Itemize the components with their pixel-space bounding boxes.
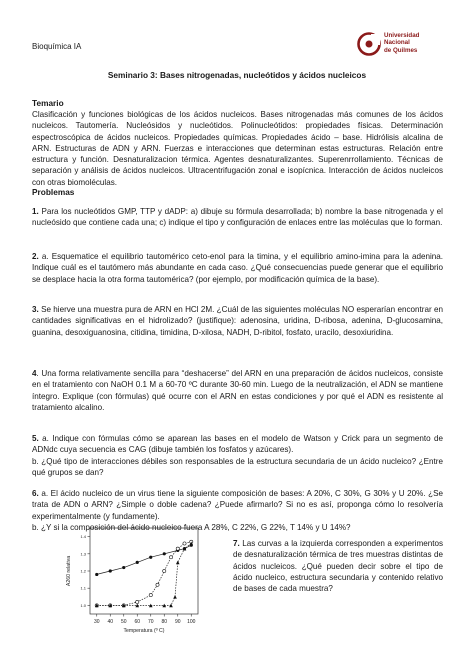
data-point <box>183 542 186 545</box>
problem-number: 1. <box>32 207 39 216</box>
data-point <box>149 556 152 559</box>
problemas-heading: Problemas <box>32 187 75 197</box>
problem-text: . Una forma relativamente sencilla para “deshacerse” del ARN en una preparación de ácidos nucleicos, consiste en el tratamiento con NaOH 0.1 M a 60-70 ºC durante 30-60 min. Luego de la neutralización, el ADN se mantiene íntegro. Explique (con fórmulas) qué ocurre con el ARN en estas condiciones y por qué el ADN es resistente al tratamiento alcalino. <box>32 369 443 412</box>
data-point <box>173 595 177 599</box>
data-point <box>136 561 139 564</box>
problem-text: Se hierve una muestra pura de ARN en HCl 2M. ¿Cuál de las siguientes moléculas NO esperarían encontrar en cantidades significativas en el hidrolizado? (justifique): adenosina, uridina, D-ribosa, adenina, D-glucosamina, guanina, desoxiguanosina, citidina, timidina, D-xilosa, NADH, D-ribitol, fosfato, uracilo, desoxiuridina. <box>32 305 444 337</box>
data-point <box>109 569 112 572</box>
x-tick-label: 50 <box>120 619 127 625</box>
data-point <box>163 569 166 572</box>
problem-1 <box>32 206 443 229</box>
data-point <box>176 547 179 550</box>
data-point <box>176 561 180 565</box>
series-line <box>97 544 192 606</box>
problem-text-b: b. ¿Qué tipo de interacciones débiles son responsables de la estructura secundaria de un ácido nucleico? ¿Entre qué grupos se dan? <box>32 456 443 477</box>
y-tick-label: 1.2 <box>80 568 86 574</box>
data-point <box>136 600 139 603</box>
x-tick-label: 40 <box>107 619 114 625</box>
university-name-line: Universidad <box>384 32 420 39</box>
data-point <box>156 583 159 586</box>
problem-number: 7. <box>233 539 240 548</box>
problem-text-b: b. ¿Y si la composición del ácido nucleico fuera A 28%, C 22%, G 22%, T 14% y U 14%? <box>32 522 351 532</box>
x-tick-label: 90 <box>174 619 181 625</box>
x-tick-label: 70 <box>147 619 154 625</box>
university-logo <box>357 30 447 58</box>
x-tick-label: 100 <box>187 619 196 625</box>
y-tick-label: 1.3 <box>80 551 86 557</box>
unq-emblem-icon <box>357 31 381 57</box>
problem-number: 6. <box>32 489 39 498</box>
document-title: Seminario 3: Bases nitrogenadas, nucleótidos y ácidos nucleicos <box>107 70 367 80</box>
y-tick-label: 1.1 <box>80 585 86 591</box>
x-tick-label: 80 <box>161 619 168 625</box>
x-tick-label: 60 <box>134 619 141 625</box>
university-name-line: Nacional <box>384 39 410 47</box>
y-tick-label: 1.0 <box>80 602 86 608</box>
problem-text: Para los nucleótidos GMP, TTP y dADP: a) dibuje su fórmula desarrollada; b) nombre la base nitrogenada y el nucleósido que contiene cada una; c) indique el tipo y configuración de enlaces entre las moléculas que lo forman. <box>32 207 443 228</box>
problem-5 <box>32 433 443 478</box>
problem-7 <box>233 538 443 594</box>
data-point <box>95 573 98 576</box>
y-tick-label: 1.4 <box>80 534 86 540</box>
y-axis-label: A260 relativa <box>66 555 72 587</box>
problem-number: 5. <box>32 434 39 443</box>
university-name-line: de Quilmes <box>384 46 418 54</box>
x-tick-label: 30 <box>93 619 100 625</box>
problem-number: 2. <box>32 252 39 261</box>
data-point <box>169 556 172 559</box>
university-name <box>384 32 419 54</box>
problem-number: 4 <box>32 369 37 378</box>
problem-4 <box>32 368 443 413</box>
plot-frame <box>90 528 198 614</box>
data-point <box>122 566 125 569</box>
problem-text: a. El ácido nucleico de un virus tiene la siguiente composición de bases: A 20%, C 30%, G 30% y U 20%. ¿Se trata de ADN o ARN? ¿Simple o doble cadena? ¿Puede afirmarlo? Si no es así, proponga cómo lo resolvería experimentalmente (y fundamente). <box>32 489 443 521</box>
denaturation-chart <box>58 520 208 640</box>
data-point <box>163 552 166 555</box>
problem-text: a. Indique con fórmulas cómo se aparean las bases en el modelo de Watson y Crick para un segmento de ADNdc cuya secuencia es CAG (dibuje también los fosfatos y azúcares). <box>32 434 444 455</box>
temario-heading: Temario <box>32 98 64 108</box>
problem-3 <box>32 304 443 338</box>
problem-text: Las curvas a la izquierda corresponden a experimentos de desnaturalización térmica de tres muestras distintas de ácidos nucleicos. ¿Qué pueden decir sobre el tipo de ácido nucleico, estructura secundaria y contenido relativo de bases de cada muestra? <box>233 539 443 594</box>
temario-text: Clasificación y funciones biológicas de los ácidos nucleicos. Bases nitrogenadas más comunes de los ácidos nucleicos. Tautomería. Nucleósidos y nucleótidos. Polinucleótidos: propiedades físicas. Determinación espectroscópica de ácidos nucleicos. Propiedades químicas. Propiedades ácido – base. Hidrólisis alcalina de ARN. Estructuras de ADN y ARN. Fuerzas e interacciones que determinan estas estructuras. Relación entre estructura y función. Desnaturalizacion térmica. Agentes desnaturalizantes. Superenrrollamiento. Técnicas de separación y análisis de ácidos nucleicos. Ultracentrifugación zonal e isopícnica. Interacción de ácidos nucleicos con otras biomoléculas. <box>32 110 443 187</box>
problem-number: 3. <box>32 305 39 314</box>
problem-text: a. Esquematice el equilibrio tautomérico ceto-enol para la timina, y el equilibrio amino-imina para la adenina. Indique cuál es el tautómero más abundante en cada caso. ¿Qué consecuencias puede generar que el equilibrio se desplace hacia la otra forma tautomérica? (por ejemplo, por modificación química de la base). <box>32 252 443 284</box>
course-name: Bioquímica IA <box>32 42 82 51</box>
problem-2 <box>32 251 443 285</box>
data-point <box>149 593 152 596</box>
x-axis-label: Temperatura (º C) <box>123 628 165 634</box>
